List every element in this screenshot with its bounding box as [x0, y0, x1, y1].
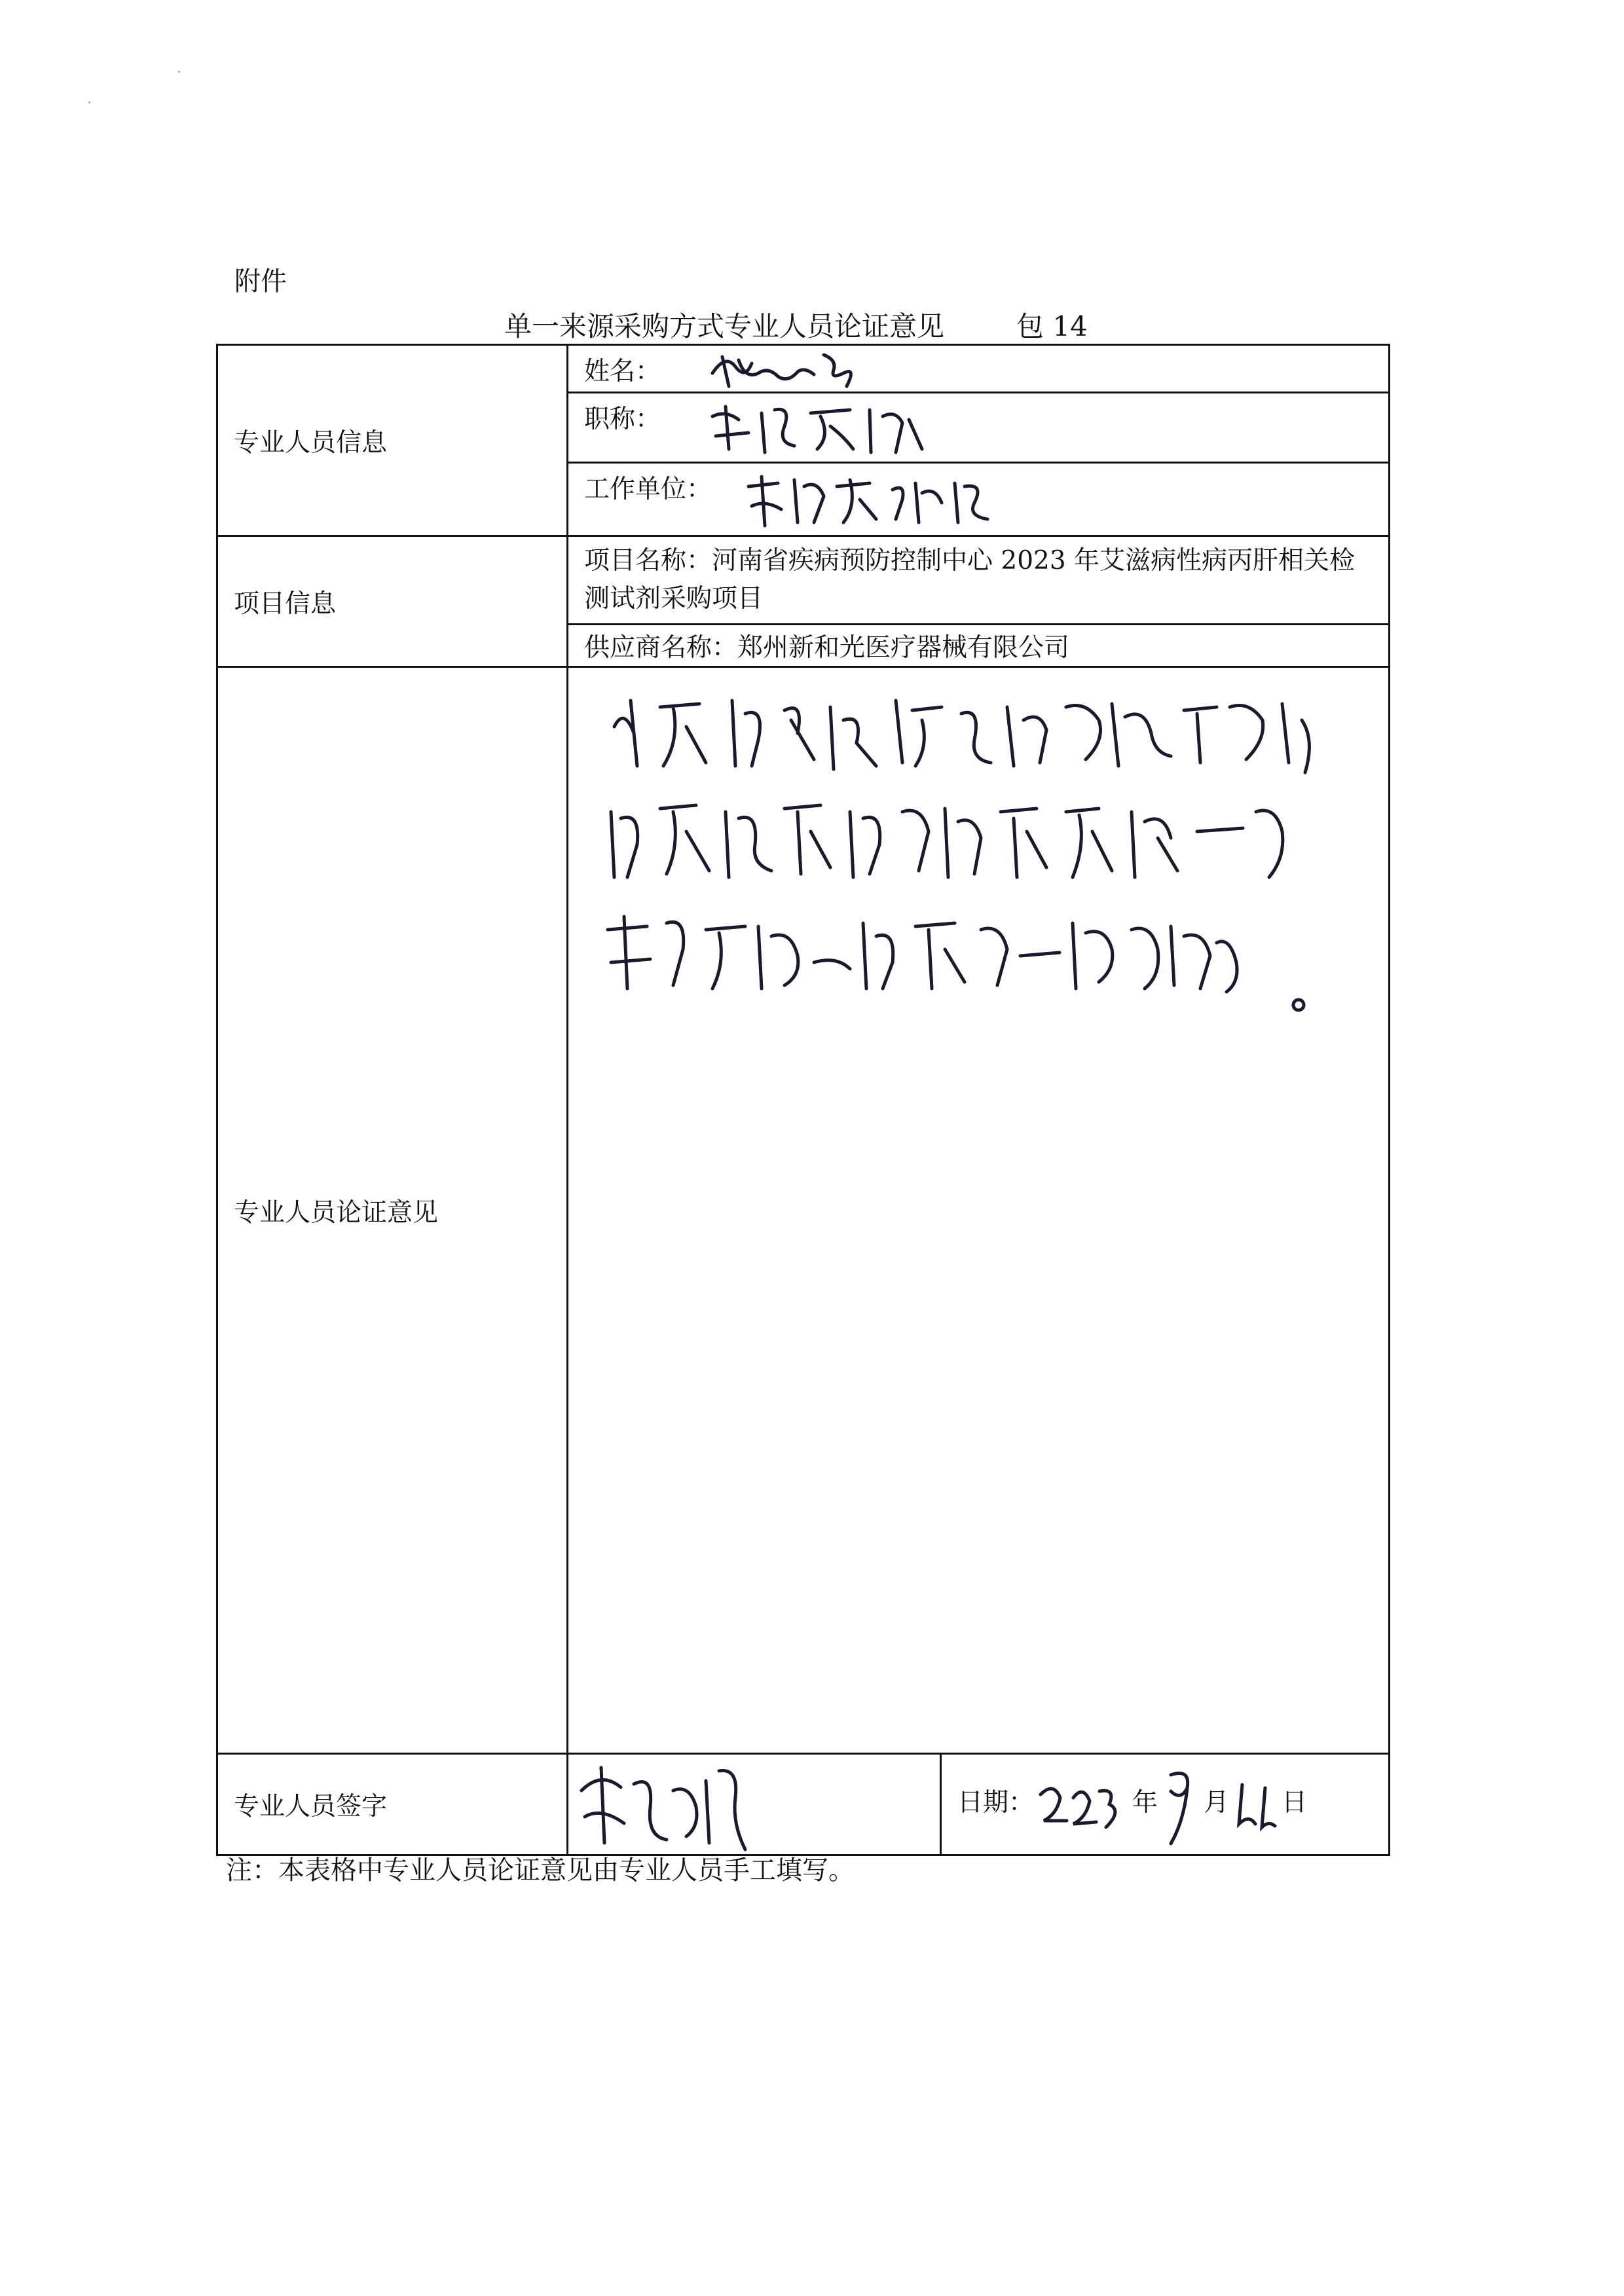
- date-label: 日期：: [957, 1788, 1035, 1817]
- year-char: 年: [1132, 1788, 1158, 1817]
- handwritten-day: [1229, 1775, 1282, 1834]
- name-field: [568, 345, 1390, 393]
- signature-cell: [568, 1754, 941, 1855]
- expert-info-label: 专业人员信息: [217, 345, 568, 536]
- attachment-label: 附件: [234, 266, 287, 297]
- name-row: [217, 345, 1390, 393]
- scan-speck: [178, 71, 180, 73]
- unit-field: [568, 463, 1390, 536]
- opinion-label: 专业人员论证意见: [217, 667, 568, 1754]
- title-field: [568, 393, 1390, 463]
- scan-speck: [88, 101, 90, 103]
- handwritten-signature: [568, 1745, 791, 1863]
- unit-label: 工作单位：: [584, 475, 712, 504]
- handwritten-opinion: [588, 681, 1374, 1021]
- title-label: 职称：: [584, 405, 661, 434]
- form-title: [504, 305, 1088, 344]
- handwritten-work-unit: [739, 467, 1027, 536]
- handwritten-year: [1034, 1775, 1132, 1834]
- project-name: 项目名称：河南省疾病预防控制中心 2023 年艾滋病性病丙肝相关检测试剂采购项目: [568, 536, 1390, 625]
- argument-form-table: [216, 344, 1390, 1856]
- month-char: 月: [1204, 1788, 1230, 1817]
- project-info-label: 项目信息: [217, 536, 568, 667]
- form-title-text: 单一来源采购方式专业人员论证意见: [504, 310, 945, 342]
- opinion-content: [568, 667, 1390, 1754]
- handwritten-month: [1158, 1762, 1204, 1847]
- signature-row: [217, 1754, 1390, 1855]
- signature-label: 专业人员签字: [217, 1754, 568, 1855]
- package-number: 包 14: [1016, 310, 1088, 342]
- day-char: 日: [1282, 1788, 1308, 1817]
- project-name-row: [217, 536, 1390, 625]
- date-cell: [941, 1754, 1390, 1855]
- supplier-name: 供应商名称：郑州新和光医疗器械有限公司: [568, 625, 1390, 667]
- handwritten-title: [699, 397, 948, 462]
- opinion-row: [217, 667, 1390, 1754]
- footer-note: 注：本表格中专业人员论证意见由专业人员手工填写。: [226, 1855, 855, 1886]
- handwritten-name: [706, 347, 876, 393]
- name-label: 姓名：: [584, 357, 661, 386]
